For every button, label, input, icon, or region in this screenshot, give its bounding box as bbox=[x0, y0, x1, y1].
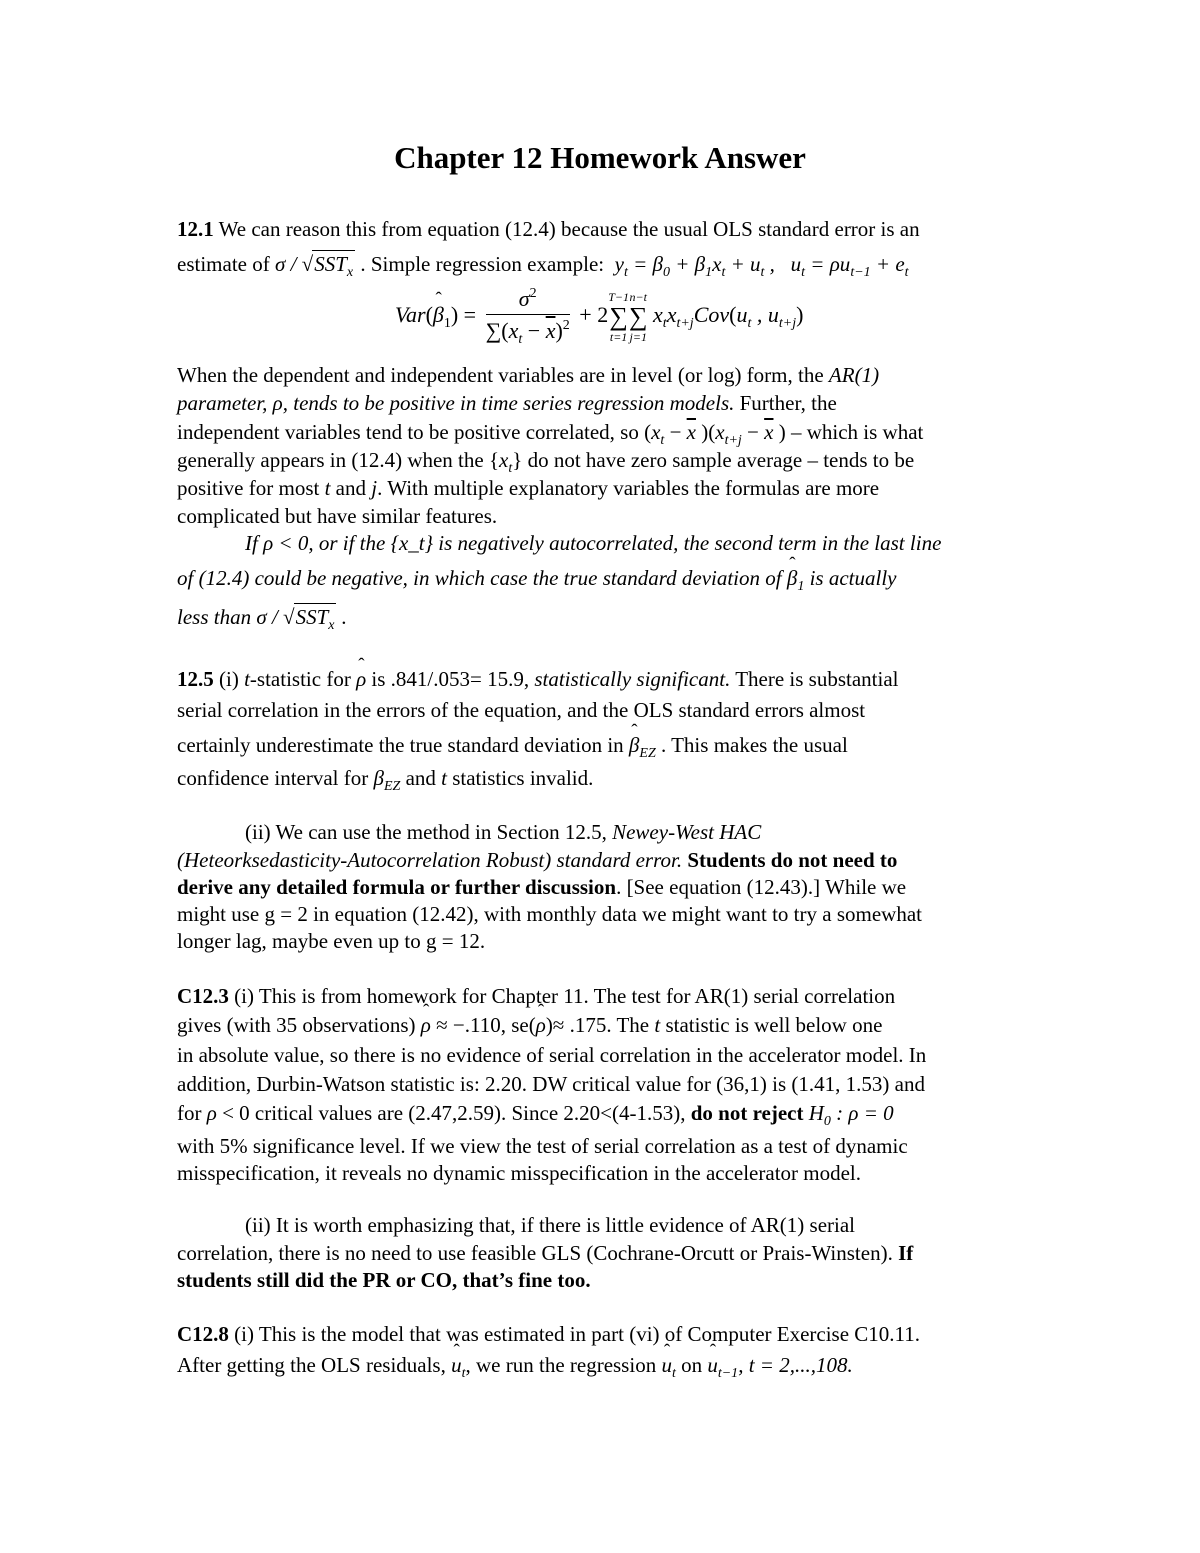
paragraph-c12-3-ii-line-3: students still did the PR or CO, that’s fine too. bbox=[177, 1268, 591, 1292]
paragraph-12-5-ii-line-5: longer lag, maybe even up to g = 12. bbox=[177, 929, 486, 953]
paragraph-12-1-line-12: less than σ / $√SST_x$ . bbox=[177, 603, 347, 639]
paragraph-c12-3-ii-line-1: (ii) It is worth emphasizing that, if there is little evidence of AR(1) serial bbox=[245, 1213, 855, 1237]
paragraph-12-5-ii-line-2: (Heteorksedasticity-Autocorrelation Robust) standard error. Students do not need to bbox=[177, 848, 898, 872]
paragraph-c12-3-line-6: with 5% significance level. If we view the test of serial correlation as a test of dynamic bbox=[177, 1134, 908, 1158]
paragraph-12-5-line-3: certainly underestimate the true standard deviation in ˆ $\beta_{EZ}$ . This makes the usual bbox=[177, 732, 848, 767]
problem-label: C12.3 bbox=[177, 984, 229, 1008]
variance-formula: Var(ˆ $\beta_1$) = $\frac{\sigma^2}{\sum(x_t - \overline{x})^2}$ + 2 T−1 ∑ t=1 n−t ∑ j=1 $x_tx_{t+j}Cov(u_t$ , $u_{t+j}$) bbox=[395, 286, 803, 348]
paragraph-12-1-line-6: independent variables tend to be positive correlated, so ($x_t - \overline{x}$ )($x_{t+j} - \overline{x}$ ) – which is what bbox=[177, 420, 924, 448]
paragraph-c12-3-line-2: gives (with 35 observations) ˆ ρ ≈ −.110, se(ˆ ρ)≈ .175. The t statistic is well below one bbox=[177, 1012, 882, 1038]
problem-label: 12.1 bbox=[177, 217, 214, 241]
paragraph-c12-3-line-7: misspecification, it reveals no dynamic misspecification in the accelerator model. bbox=[177, 1161, 862, 1185]
paragraph-c12-3-line-5: for ρ < 0 critical values are (2.47,2.59). Since 2.20<(4-1.53), do not reject $H_0$ : ρ = 0 bbox=[177, 1101, 894, 1129]
paragraph-12-1-line-9: complicated but have similar features. bbox=[177, 504, 498, 528]
paragraph-c12-8-line-2: After getting the OLS residuals, ˆ $u_t$, we run the regression ˆ $u_t$ on ˆ $u_{t-1}$, t = 2,...,108. bbox=[177, 1352, 853, 1387]
page-title: Chapter 12 Homework Answer bbox=[394, 140, 806, 175]
paragraph-c12-3-line-1: C12.3 (i) This is from homework for Chapter 11. The test for AR(1) serial correlation bbox=[177, 984, 896, 1008]
paragraph-c12-3-line-4: addition, Durbin-Watson statistic is: 2.20. DW critical value for (36,1) is (1.41, 1.53) and bbox=[177, 1072, 925, 1096]
paragraph-12-5-ii-line-1: (ii) We can use the method in Section 12.5, Newey-West HAC bbox=[245, 820, 762, 844]
paragraph-12-5-line-4: confidence interval for $\beta_{EZ}$ and t statistics invalid. bbox=[177, 766, 594, 794]
paragraph-c12-8-line-1: C12.8 (i) This is the model that was estimated in part (vi) of Computer Exercise C10.11. bbox=[177, 1322, 921, 1346]
paragraph-12-1-line-11: of (12.4) could be negative, in which case the true standard deviation of ˆ $\beta_1$ is actually bbox=[177, 565, 896, 600]
paragraph-c12-3-ii-line-2: correlation, there is no need to use feasible GLS (Cochrane-Orcutt or Prais-Winsten). If bbox=[177, 1241, 914, 1265]
paragraph-12-1-line-2: estimate of σ / $√SST_x$ . Simple regression example: $y_t = \beta_0 + \beta_1x_t + u_t$ , $u_t = \rho u_{t-1} + e_t$ bbox=[177, 250, 909, 286]
paragraph-12-1-line-7: generally appears in (12.4) when the $\{x_t\}$ do not have zero sample average – tends to be bbox=[177, 448, 915, 476]
paragraph-c12-3-line-3: in absolute value, so there is no evidence of serial correlation in the accelerator model. In bbox=[177, 1043, 927, 1067]
paragraph-12-5-line-2: serial correlation in the errors of the equation, and the OLS standard errors almost bbox=[177, 698, 866, 722]
problem-label: 12.5 bbox=[177, 667, 214, 691]
paragraph-12-1-line-4: When the dependent and independent variables are in level (or log) form, the AR(1) bbox=[177, 363, 880, 387]
problem-label: C12.8 bbox=[177, 1322, 229, 1346]
paragraph-12-5-line-1: 12.5 (i) t-statistic for ˆ ρ is .841/.053= 15.9, statistically significant. There is substantial bbox=[177, 666, 899, 692]
paragraph-12-1-line-10: If ρ < 0, or if the {x_t} is negatively autocorrelated, the second term in the last line bbox=[245, 531, 942, 555]
paragraph-12-5-ii-line-3: derive any detailed formula or further discussion. [See equation (12.43).] While we bbox=[177, 875, 907, 899]
paragraph-12-1-line-5: parameter, ρ, tends to be positive in time series regression models. Further, the bbox=[177, 391, 837, 415]
paragraph-12-1-line-8: positive for most t and j. With multiple explanatory variables the formulas are more bbox=[177, 476, 880, 500]
paragraph-12-5-ii-line-4: might use g = 2 in equation (12.42), with monthly data we might want to try a somewhat bbox=[177, 902, 922, 926]
paragraph-12-1-line-1: 12.1 We can reason this from equation (12.4) because the usual OLS standard error is an bbox=[177, 217, 920, 241]
